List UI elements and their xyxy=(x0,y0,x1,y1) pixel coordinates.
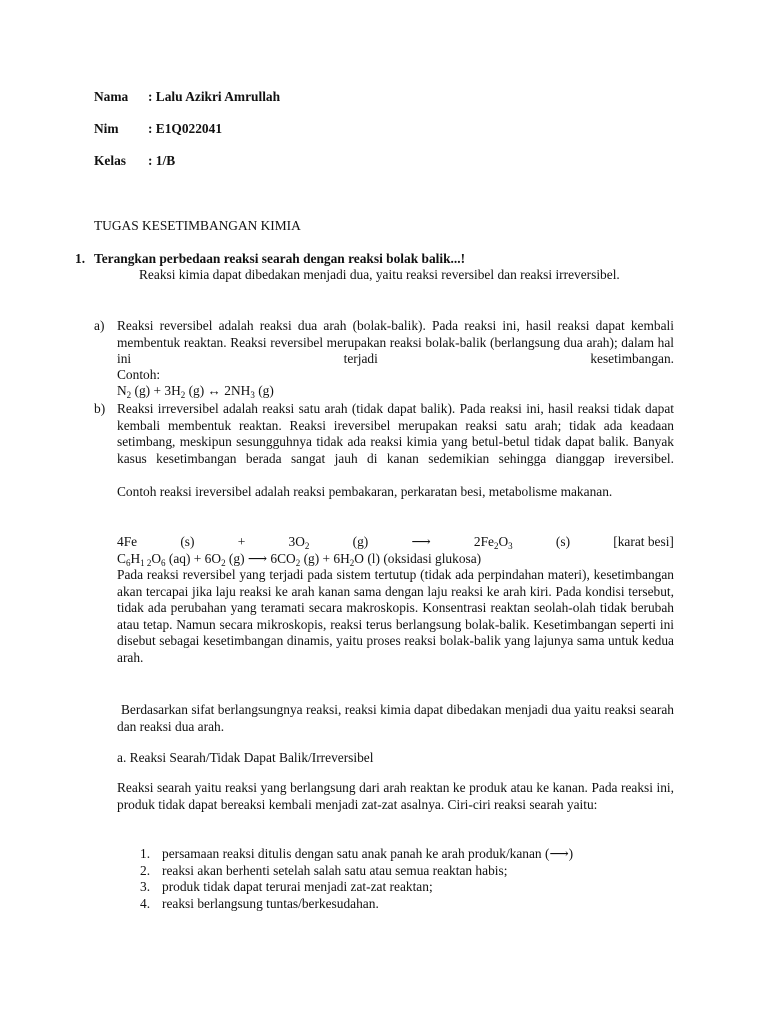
list-item-number: 1. xyxy=(140,846,151,861)
question-text: Terangkan perbedaan reaksi searah dengan reaksi bolak balik...! xyxy=(94,251,466,266)
page-title: TUGAS KESETIMBANGAN KIMIA xyxy=(94,218,301,233)
item-b-marker: b) xyxy=(94,401,106,416)
list-item-text: reaksi berlangsung tuntas/berkesudahan. xyxy=(162,895,379,911)
list-item-number: 4. xyxy=(140,895,151,911)
paragraph-sifat: Berdasarkan sifat berlangsungnya reaksi, reaksi kimia dapat dibedakan menjadi dua yaitu reaksi searah dan reaksi dua arah. xyxy=(117,702,674,734)
list-item-text: persamaan reaksi ditulis dengan satu anak panah ke arah produk/kanan (⟶) xyxy=(162,846,574,861)
list-item xyxy=(140,896,674,913)
question-number: 1. xyxy=(75,251,86,266)
item-a-marker: a) xyxy=(94,318,105,333)
equation-ammonia: $N_2$ $(g) + 3H_2$ (g) ↔ $2NH_3$ (g) xyxy=(117,383,274,400)
kelas-label: Kelas xyxy=(94,153,126,168)
item-b-text: Reaksi irreversibel adalah reaksi satu arah (tidak dapat balik). Pada reaksi ini, hasil reaksi tidak dapat kembali membentuk reaktan. Reaksi ireversibel merupakan reaksi satu arah; tidak ada keadaan setimbang, meskipun sesungguhnya tidak ada reaksi kimia yang betul-betul tidak dapat balik. Banyak kasus kesetimbangan berada sangat jauh di kanan sedemikian sehingga dianggap ireversibel. xyxy=(117,401,674,466)
intro-text: Reaksi kimia dapat dibedakan menjadi dua, yaitu reaksi reversibel dan reaksi irreversibel. xyxy=(139,267,620,282)
paragraph-dinamis: Pada reaksi reversibel yang terjadi pada sistem tertutup (tidak ada perpindahan materi), kesetimbangan akan tercapai jika laju reaksi ke arah kanan sama dengan laju reaksi ke arah kiri. Pada kondisi tersebut, tidak ada perubahan yang teramati secara makroskopis. Konsentrasi reaktan seolah-olah tidak berubah atau tetap. Namun secara mikroskopis, reaksi terus berlangsung bolak-balik. Kesetimbangan seperti ini disebut sebagai kesetimbangan dinamis, yaitu proses reaksi bolak-balik yang lajunya sama untuk kedua arah. xyxy=(117,567,674,665)
list-item-text: produk tidak dapat terurai menjadi zat-zat reaktan; xyxy=(162,879,433,895)
list-item-number: 2. xyxy=(140,862,151,878)
item-b-contoh-text: Contoh reaksi ireversibel adalah reaksi pembakaran, perkaratan besi, metabolisme makanan. xyxy=(117,484,613,499)
ciri-list xyxy=(140,846,674,912)
equation-glucose: $C_6H_{1 2}O_6$ $(aq) + 6O_2$ (g) ⟶ $6CO_2$ $(g) + 6H_2O$ (l) (oksidasi glukosa) xyxy=(117,551,482,568)
nim-value: : E1Q022041 xyxy=(148,121,223,136)
list-item xyxy=(140,879,674,896)
list-item-number: 3. xyxy=(140,879,151,895)
nama-value: : Lalu Azikri Amrullah xyxy=(148,89,281,104)
list-item xyxy=(140,863,674,880)
list-item-text: reaksi akan berhenti setelah salah satu atau semua reaktan habis; xyxy=(162,862,508,878)
subheading-searah: a. Reaksi Searah/Tidak Dapat Balik/Irreversibel xyxy=(117,750,374,765)
nama-label: Nama xyxy=(94,89,129,104)
karat-note: [karat besi] xyxy=(613,534,674,549)
equation-karat: 4Fe (s) + $3O_2$ (g) ⟶ $2Fe_2O_3$ (s) [karat besi] xyxy=(117,534,674,551)
kelas-value: : 1/B xyxy=(148,153,176,168)
intro-paragraph xyxy=(102,267,674,284)
paragraph-searah: Reaksi searah yaitu reaksi yang berlangsung dari arah reaktan ke produk atau ke kanan. Pada reaksi ini, produk tidak dapat bereaksi kembali menjadi zat-zat asalnya. Ciri-ciri reaksi searah yaitu: xyxy=(117,780,674,812)
item-a-contoh-label: Contoh: xyxy=(117,367,161,382)
item-a-text: Reaksi reversibel adalah reaksi dua arah (bolak-balik). Pada reaksi ini, hasil reaksi dapat kembali membentuk reaktan. Reaksi reversibel merupakan reaksi bolak-balik (berlangsung dua arah); dalam hal ini terjadi kesetimbangan. xyxy=(117,318,674,367)
list-item xyxy=(140,846,674,863)
glucose-note: (oksidasi glukosa) xyxy=(383,551,482,566)
nim-label: Nim xyxy=(94,121,119,136)
